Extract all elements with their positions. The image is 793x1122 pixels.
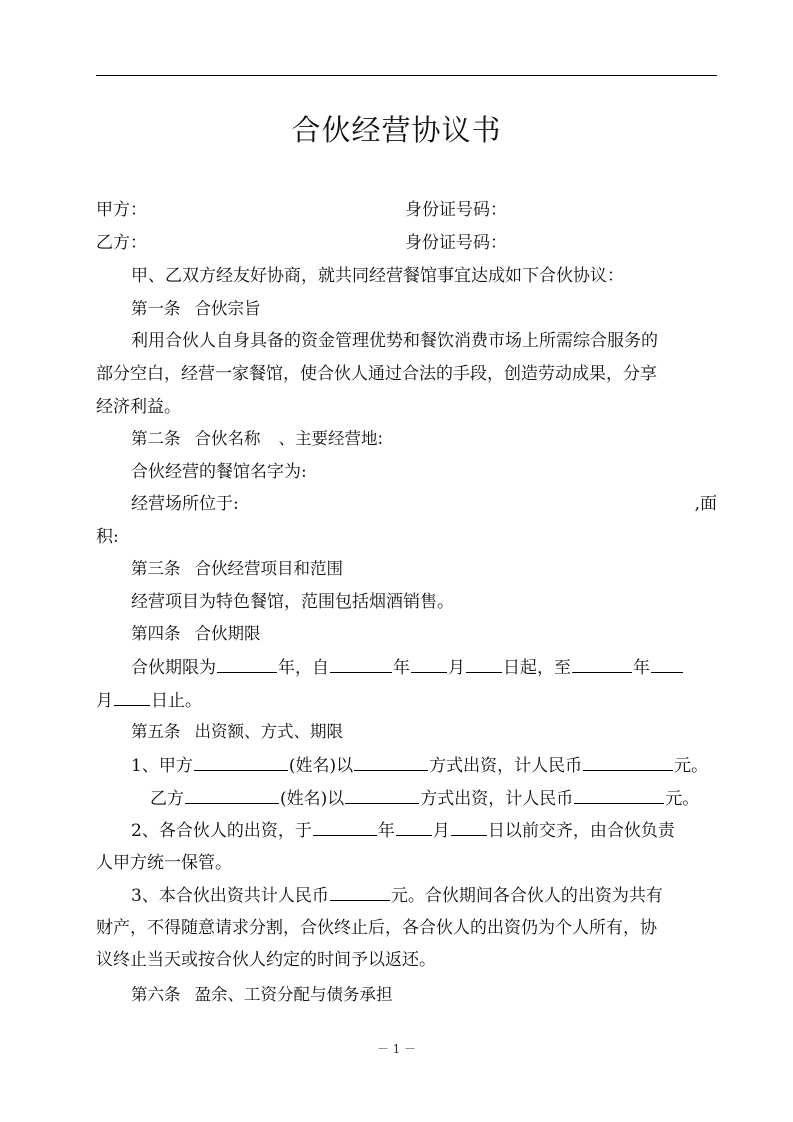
article-6-number: 第六条 xyxy=(131,985,181,1004)
term-years-blank[interactable] xyxy=(217,655,277,673)
intro-paragraph: 甲、乙双方经友好协商，就共同经营餐馆事宜达成如下合伙协议： xyxy=(131,266,624,286)
article-5-title: 出资额、方式、期限 xyxy=(194,722,343,741)
term-text: 日止。 xyxy=(151,691,202,711)
end-year-blank[interactable] xyxy=(572,655,632,673)
article-2-title-suffix: 、主要经营地: xyxy=(278,429,384,448)
clause-text: 年 xyxy=(377,821,395,841)
article-1-number: 第一条 xyxy=(131,299,181,318)
article-3-number: 第三条 xyxy=(131,559,181,578)
term-text: 年 xyxy=(633,658,650,678)
article-2-title: 合伙名称 xyxy=(194,429,261,448)
article-3-line-1: 经营项目为特色餐馆，范围包括烟酒销售。 xyxy=(131,592,454,612)
article-4-line-1 xyxy=(131,655,717,680)
article-5-clause-1b xyxy=(150,786,717,811)
page-number: － 1 － xyxy=(376,1042,417,1056)
article-3-heading xyxy=(131,557,717,581)
article-5-clause-2 xyxy=(131,818,717,843)
contribution-day-blank[interactable] xyxy=(451,818,487,836)
article-4-line-2 xyxy=(96,688,717,713)
start-year-blank[interactable] xyxy=(330,655,392,673)
clause-text: (姓名)以 xyxy=(280,789,345,809)
article-2-number: 第二条 xyxy=(131,429,181,448)
document-title: 合伙经营协议书 xyxy=(291,113,502,147)
article-2-line-1: 合伙经营的餐馆名字为: xyxy=(131,462,307,482)
article-5-clause-2-cont: 人甲方统一保管。 xyxy=(96,853,232,873)
article-4-title: 合伙期限 xyxy=(194,624,261,643)
clause-text: (姓名)以 xyxy=(288,756,354,776)
term-text: 月 xyxy=(96,691,113,711)
party-b-label: 乙方： xyxy=(96,233,147,253)
clause-text: 月 xyxy=(432,821,450,841)
article-3-title: 合伙经营项目和范围 xyxy=(194,559,343,578)
article-1-line-1: 利用合伙人自身具备的资金管理优势和餐饮消费市场上所需综合服务的 xyxy=(131,331,658,351)
term-text: 年，自 xyxy=(278,658,329,678)
article-1-title: 合伙宗旨 xyxy=(194,299,261,318)
party-a-label: 甲方： xyxy=(96,200,147,220)
article-4-heading xyxy=(131,622,717,646)
article-5-clause-3-line-3: 议终止当天或按合伙人约定的时间予以返还。 xyxy=(96,950,436,970)
clause-text: 元。 xyxy=(665,789,700,809)
contribution-month-blank[interactable] xyxy=(396,818,432,836)
clause-text: 乙方 xyxy=(150,789,184,809)
article-1-line-2: 部分空白，经营一家餐馆，使合伙人通过合法的手段，创造劳动成果，分享 xyxy=(96,364,657,384)
article-6-heading xyxy=(131,983,717,1007)
clause-text: 方式出资，计人民币 xyxy=(420,789,574,809)
end-month-blank-start[interactable] xyxy=(651,655,683,673)
article-2-location-label: 经营场所位于: xyxy=(131,494,239,514)
article-2-line-2 xyxy=(131,492,717,516)
end-day-blank[interactable] xyxy=(114,688,150,706)
party-b-row xyxy=(96,231,717,255)
article-4-number: 第四条 xyxy=(131,624,181,643)
article-5-clause-3 xyxy=(131,883,717,908)
clause-text: 元。合伙期间各合伙人的出资为共有 xyxy=(390,886,663,906)
party-a-method-blank[interactable] xyxy=(354,753,428,771)
article-2-line-3: 积: xyxy=(96,527,119,547)
term-text: 合伙期限为 xyxy=(131,658,216,678)
total-contribution-blank[interactable] xyxy=(330,883,390,901)
start-month-blank[interactable] xyxy=(411,655,447,673)
article-5-number: 第五条 xyxy=(131,722,181,741)
article-5-clause-3-line-2: 财产，不得随意请求分割，合伙终止后，各合伙人的出资仍为个人所有，协 xyxy=(96,918,657,938)
party-b-amount-blank[interactable] xyxy=(574,786,664,804)
clause-text: 1、甲方 xyxy=(131,756,193,776)
party-a-row xyxy=(96,198,717,222)
clause-text: 元。 xyxy=(674,756,709,776)
clause-text: 2、各合伙人的出资，于 xyxy=(131,821,312,841)
party-b-name-blank[interactable] xyxy=(185,786,279,804)
header-rule xyxy=(96,75,717,76)
clause-text: 方式出资，计人民币 xyxy=(429,756,583,776)
party-b-id-label: 身份证号码： xyxy=(405,233,507,253)
article-2-area-prefix: ,面 xyxy=(694,494,717,514)
article-6-title: 盈余、工资分配与债务承担 xyxy=(194,985,393,1004)
term-text: 月 xyxy=(448,658,465,678)
party-b-method-blank[interactable] xyxy=(345,786,419,804)
article-2-heading xyxy=(131,427,717,451)
term-text: 日起，至 xyxy=(503,658,571,678)
term-text: 年 xyxy=(393,658,410,678)
article-5-clause-1a xyxy=(131,753,717,778)
clause-text: 3、本合伙出资共计人民币 xyxy=(131,886,329,906)
article-1-heading xyxy=(131,297,717,321)
article-1-line-3: 经济利益。 xyxy=(96,397,181,417)
article-5-heading xyxy=(131,720,717,744)
party-a-name-blank[interactable] xyxy=(194,753,288,771)
contribution-year-blank[interactable] xyxy=(313,818,377,836)
party-a-id-label: 身份证号码： xyxy=(405,200,507,220)
clause-text: 日以前交齐，由合伙负责 xyxy=(487,821,675,841)
party-a-amount-blank[interactable] xyxy=(583,753,673,771)
start-day-blank[interactable] xyxy=(466,655,502,673)
